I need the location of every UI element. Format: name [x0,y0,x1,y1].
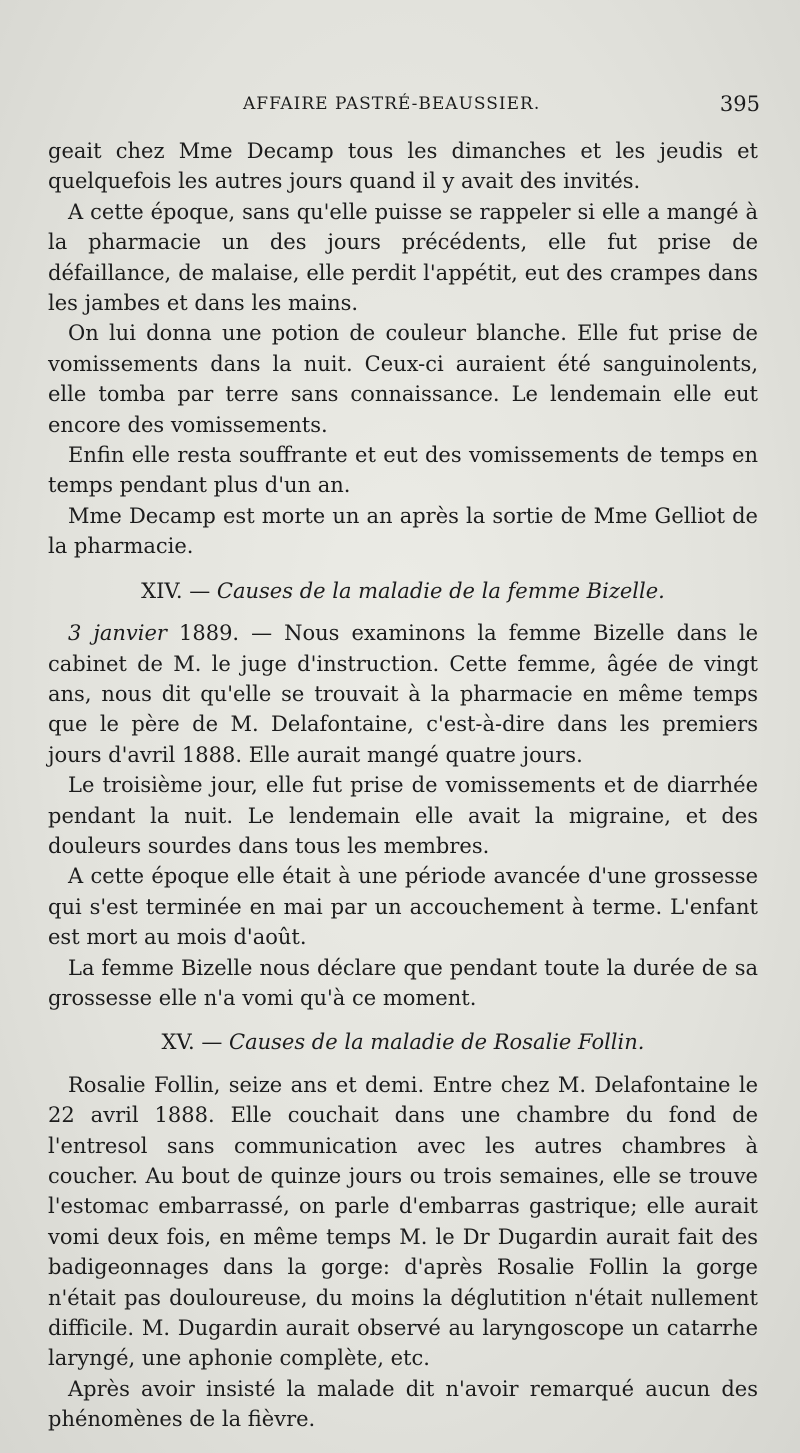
paragraph: geait chez Mme Decamp tous les dimanches et les jeudis et quelquefois les autres jours quand il y avait des invités. [48,139,758,194]
section-title: Causes de la maladie de la femme Bizelle. [216,578,665,603]
section-heading-xv [48,1027,758,1057]
paragraph: Mme Decamp est morte un an après la sortie de Mme Gelliot de la pharmacie. [48,503,758,559]
section-number: XV. — [161,1030,230,1055]
section-heading-xiv [48,576,758,606]
page-number: 395 [719,92,760,116]
paragraph: Rosalie Follin, seize ans et demi. Entre chez M. Delafontaine le 22 avril 1888. Elle couchait dans une chambre du fond de l'entresol sans communication avec les autres chambres à coucher. Au bout de quinze jours ou trois semaines, elle se trouve l'estomac embarrassé, on parle d'embarras gastrique; elle aurait vomi deux fois, en même temps M. le Dr Dugardin aurait fait des badigeonnages dans la gorge: d'après Rosalie Follin la gorge n'était pas douloureuse, du moins la déglutition n'était nullement difficile. M. Dugardin aurait observé au laryngoscope un catarrhe laryngé, une aphonie complète, etc. [48,1072,758,1371]
paragraph [48,618,758,770]
paragraph: On lui donna une potion de couleur blanche. Elle fut prise de vomissements dans la nuit. Ceux-ci auraient été sanguinolents, elle tomba par terre sans connaissance. Le lendemain elle eut encore des vomissements. [48,321,758,437]
paragraph: La femme Bizelle nous déclare que pendant toute la durée de sa grossesse elle n'a vomi qu'à ce moment. [48,955,758,1010]
paragraph: A cette époque elle était à une période avancée d'une grossesse qui s'est terminée en mai par un accouchement à terme. L'enfant est mort au mois d'août. [48,864,758,950]
paragraph: Le troisième jour, elle fut prise de vomissements et de diarrhée pendant la nuit. Le lendemain elle avait la migraine, et des douleurs sourdes dans tous les membres. [48,773,758,858]
section-title: Causes de la maladie de Rosalie Follin. [229,1030,645,1055]
section-number: XIV. — [141,578,217,603]
date-italic: 3 janvier [68,621,167,646]
page-header [48,92,760,132]
paragraph: A cette époque, sans qu'elle puisse se rappeler si elle a mangé à la pharmacie un des jours précédents, elle fut prise de défaillance, de malaise, elle perdit l'appétit, eut des crampes dans les jambes et dans les mains. [48,199,758,316]
paragraph-text: 1889. — Nous examinons la femme Bizelle dans le cabinet de M. le juge d'instruction. Cette femme, âgée de vingt ans, nous dit qu'elle se trouvait à la pharmacie en même temps que le père de M. Delafontaine, c'est-à-dire dans les premiers jours d'avril 1888. Elle aurait mangé quatre jours. [48,621,758,767]
paragraph: Enfin elle resta souffrante et eut des vomissements de temps en temps pendant plus d'un an. [48,443,758,498]
running-head: AFFAIRE PASTRÉ-BEAUSSIER. [243,94,541,114]
page-body [48,136,758,1435]
paragraph: Après avoir insisté la malade dit n'avoir remarqué aucun des phénomènes de la fièvre. [48,1376,758,1432]
